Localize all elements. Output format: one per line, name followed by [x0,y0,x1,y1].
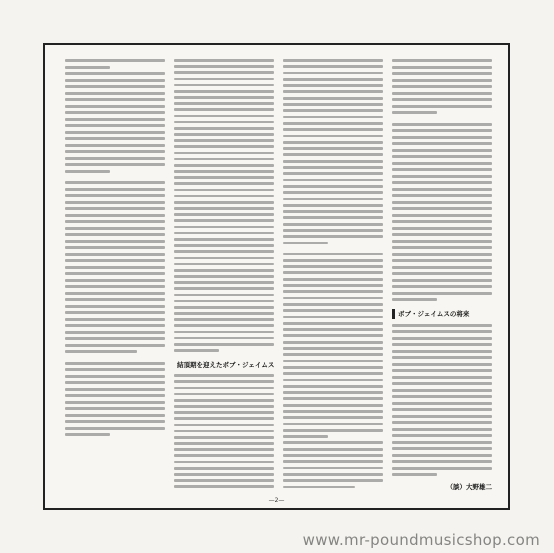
text-line [65,72,165,75]
text-line [283,341,383,344]
text-line [174,176,274,179]
text-line [392,207,492,210]
text-line [283,97,383,100]
text-line [174,238,274,241]
text-line [283,147,383,150]
text-line [283,410,383,413]
text-line [283,441,383,444]
text-line [283,347,383,350]
text-line [283,259,383,262]
text-line [65,420,165,423]
text-line [65,394,165,397]
text-line [174,115,274,118]
text-line [65,298,165,301]
text-line [392,92,492,95]
text-line [392,227,492,230]
text-line [65,305,165,308]
text-line [283,128,383,131]
text-line [65,201,165,204]
text-line [65,188,165,191]
text-line [283,116,383,119]
text-line [283,423,383,426]
text-line [392,447,492,450]
text-line [65,279,165,282]
text-line [174,275,274,278]
text-line [65,181,165,184]
text-line [392,389,492,392]
text-line [392,441,492,444]
text-line [65,131,165,134]
text-line [65,381,165,384]
text-line [283,284,383,287]
text-line [392,356,492,359]
text-line [392,434,492,437]
text-line [65,337,165,340]
text-line [392,330,492,333]
text-line [283,65,383,68]
text-line [283,141,383,144]
text-line [283,198,383,201]
text-line [65,59,165,62]
text-line [174,300,274,303]
text-line [65,98,165,101]
text-line [283,429,383,432]
text-line [174,448,274,451]
text-line [392,155,492,158]
text-line [283,160,383,163]
text-line [283,473,383,476]
text-line [283,290,383,293]
text-line [283,479,383,482]
text-line [174,139,274,142]
section-heading [392,309,492,319]
text-line [392,382,492,385]
text-line [65,375,165,378]
watermark: www.mr-poundmusicshop.com [302,531,540,549]
page-number: —2— [268,497,285,504]
text-line [65,246,165,249]
text-line [174,349,219,352]
text-line [283,360,383,363]
section-heading [174,359,274,369]
text-line [65,150,165,153]
text-line [392,194,492,197]
text-line [283,303,383,306]
text-line [174,324,274,327]
text-line [174,201,274,204]
text-line [174,318,274,321]
text-line [283,391,383,394]
text-line [65,220,165,223]
text-line [174,337,274,340]
text-line [392,220,492,223]
text-line [283,460,383,463]
text-line [65,401,165,404]
text-line [392,428,492,431]
text-line [65,227,165,230]
text-line [283,467,383,470]
text-line [174,343,274,346]
text-line [283,404,383,407]
text-line [283,328,383,331]
text-line [174,78,274,81]
text-line [392,233,492,236]
text-line [283,122,383,125]
text-line [174,287,274,290]
paragraph-gap [283,248,383,253]
text-line [392,421,492,424]
text-line [392,460,492,463]
text-line [174,442,274,445]
text-line [392,72,492,75]
text-line [65,350,137,353]
text-line [392,98,492,101]
text-line [174,182,274,185]
text-line [392,59,492,62]
text-line [65,362,165,365]
text-line [174,226,274,229]
text-line [392,253,492,256]
text-line [174,306,274,309]
text-line [283,309,383,312]
text-line [392,473,437,476]
text-line [392,246,492,249]
text-line [283,372,383,375]
text-line [392,415,492,418]
text-line [392,337,492,340]
text-line [174,195,274,198]
text-line [283,109,383,112]
text-line [174,164,274,167]
text-line [283,297,383,300]
text-line [283,454,383,457]
text-line [392,188,492,191]
text-line [392,279,492,282]
text-line [283,210,383,213]
text-line [174,331,274,334]
text-line [174,436,274,439]
text-line [174,65,274,68]
text-line [174,467,274,470]
text-line [174,96,274,99]
text-line [65,427,165,430]
column-3 [283,59,383,492]
text-line [392,285,492,288]
text-line [283,353,383,356]
text-line [283,271,383,274]
text-line [392,298,437,301]
text-line [174,59,274,62]
text-line [283,84,383,87]
text-line [392,168,492,171]
text-line [283,204,383,207]
text-line [65,233,165,236]
text-line [283,78,383,81]
text-line [283,397,383,400]
paragraph-gap [392,118,492,123]
text-line [392,85,492,88]
text-line [392,142,492,145]
text-line [174,127,274,130]
text-line [392,66,492,69]
text-line [174,387,274,390]
text-line [392,175,492,178]
text-line [392,350,492,353]
text-line [283,253,383,256]
text-line [65,266,165,269]
text-line [174,485,274,488]
text-line [174,263,274,266]
text-line [174,399,274,402]
text-line [65,285,165,288]
text-line [174,170,274,173]
text-line [174,257,274,260]
text-line [65,85,165,88]
text-line [174,417,274,420]
text-line [392,363,492,366]
text-line [174,281,274,284]
text-line [65,292,165,295]
text-line [283,322,383,325]
text-line [174,461,274,464]
text-line [65,214,165,217]
column-1 [65,59,165,492]
text-line [283,90,383,93]
text-line [392,162,492,165]
text-line [174,102,274,105]
text-line [283,242,328,245]
text-line [283,334,383,337]
text-line [283,486,355,489]
text-line [392,272,492,275]
text-line [283,265,383,268]
text-line [283,103,383,106]
heading-marker [392,309,395,319]
section-heading-text: ボブ・ジェイムスの将来 [398,310,470,318]
text-line [174,430,274,433]
text-line [65,240,165,243]
text-line [65,344,165,347]
text-line [65,433,110,436]
text-line [392,376,492,379]
text-line [392,79,492,82]
text-line [65,311,165,314]
text-line [174,479,274,482]
text-line [283,229,383,232]
column-4 [392,59,492,492]
text-line [65,194,165,197]
text-line [283,153,383,156]
text-line [174,250,274,253]
text-line [174,269,274,272]
text-line [65,368,165,371]
text-line [392,266,492,269]
text-line [283,379,383,382]
text-line [65,253,165,256]
text-line [283,278,383,281]
text-line [174,108,274,111]
text-line [174,232,274,235]
text-line [283,59,383,62]
text-line [174,374,274,377]
text-line [392,292,492,295]
text-line [283,191,383,194]
text-line [65,66,110,69]
text-line [392,201,492,204]
text-line [174,219,274,222]
text-line [392,149,492,152]
text-line [283,72,383,75]
text-line [283,448,383,451]
text-line [283,316,383,319]
text-line [392,240,492,243]
text-line [174,473,274,476]
text-line [65,388,165,391]
text-line [283,216,383,219]
text-line [65,163,165,166]
text-line [392,123,492,126]
text-line [392,343,492,346]
text-line [174,90,274,93]
text-line [174,294,274,297]
text-line [65,79,165,82]
text-line [392,408,492,411]
text-line [65,92,165,95]
text-line [174,207,274,210]
text-line [174,152,274,155]
text-line [392,111,437,114]
text-line [65,157,165,160]
text-line [392,467,492,470]
text-line [283,235,383,238]
text-line [283,435,328,438]
text-line [174,424,274,427]
paragraph-gap [65,357,165,362]
text-line [65,170,110,173]
text-line [65,105,165,108]
section-heading-text: 結頂期を迎えたボブ・ジェイムス [177,360,274,369]
text-line [65,331,165,334]
text-line [65,111,165,114]
text-line [392,402,492,405]
text-line [174,393,274,396]
text-line [65,414,165,417]
text-line [392,181,492,184]
text-line [283,166,383,169]
text-line [174,380,274,383]
text-line [174,121,274,124]
column-2 [174,59,274,492]
text-line [174,145,274,148]
text-line [65,144,165,147]
text-columns [65,59,492,492]
text-line [392,129,492,132]
text-line [392,324,492,327]
text-line [174,189,274,192]
text-line [283,416,383,419]
author-signature: （談）大野雄二 [446,482,492,491]
text-line [65,324,165,327]
text-line [174,411,274,414]
text-line [174,454,274,457]
text-line [65,407,165,410]
liner-notes-page [43,43,510,510]
text-line [392,259,492,262]
text-line [174,405,274,408]
text-line [65,124,165,127]
text-line [65,272,165,275]
text-line [174,213,274,216]
text-line [283,223,383,226]
text-line [65,137,165,140]
text-line [65,207,165,210]
text-line [283,185,383,188]
text-line [392,136,492,139]
text-line [392,395,492,398]
text-line [65,318,165,321]
text-line [283,385,383,388]
text-line [65,118,165,121]
text-line [392,454,492,457]
text-line [174,71,274,74]
text-line [392,214,492,217]
text-line [283,179,383,182]
text-line [174,312,274,315]
text-line [174,84,274,87]
text-line [65,259,165,262]
text-line [174,244,274,247]
text-line [283,366,383,369]
text-line [174,158,274,161]
text-line [392,369,492,372]
text-line [283,135,383,138]
text-line [174,133,274,136]
text-line [283,172,383,175]
text-line [392,105,492,108]
